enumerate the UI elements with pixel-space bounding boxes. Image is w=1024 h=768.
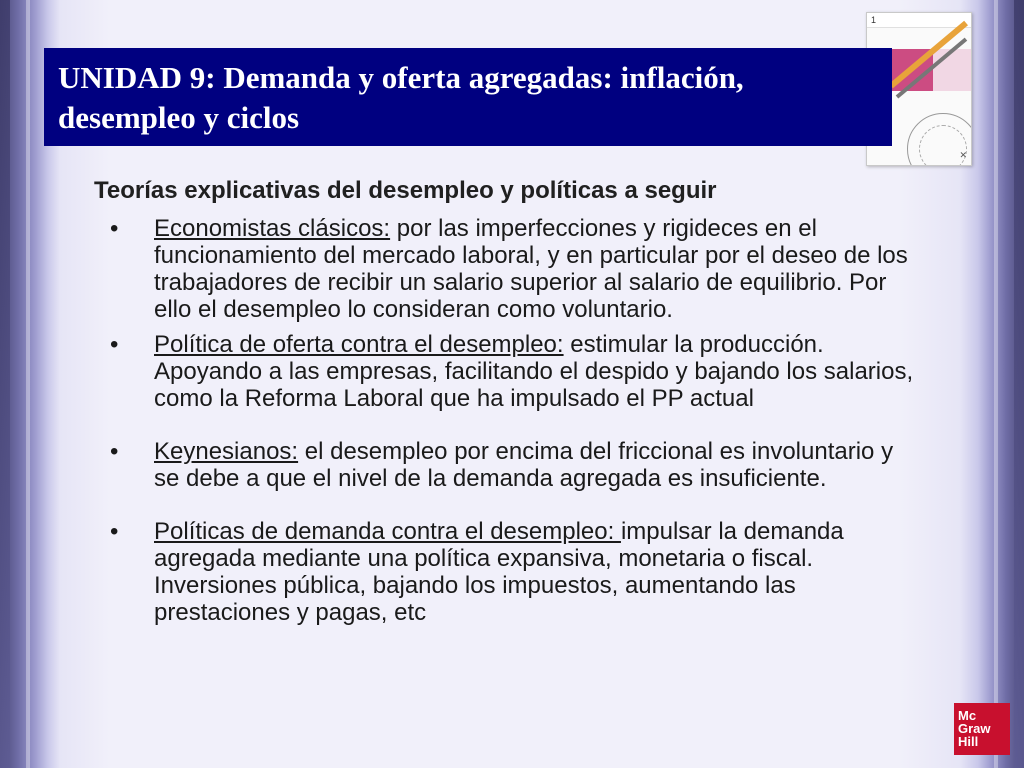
- bullet-item: [104, 438, 924, 492]
- left-border-stripe: [0, 0, 10, 768]
- bullet-term: Keynesianos:: [154, 438, 299, 465]
- bullet-text: el desempleo por encima del friccional es involuntario y se debe a que el nivel de la demanda agregada es insuficiente.: [154, 438, 894, 492]
- cover-color-band-light: [933, 49, 971, 91]
- bullet-item: [104, 331, 924, 412]
- mcgraw-hill-logo: [954, 703, 1010, 755]
- slide-title: UNIDAD 9: Demanda y oferta agregadas: inflación, desempleo y ciclos: [58, 60, 744, 135]
- bullet-marker: •: [110, 331, 119, 358]
- bullet-term: Economistas clásicos:: [154, 215, 391, 242]
- bullet-item: [104, 215, 924, 323]
- bullet-list: [104, 215, 924, 626]
- logo-line: Mc: [958, 708, 977, 723]
- right-highlight-stripe: [994, 0, 998, 768]
- logo-line: Graw: [958, 721, 991, 736]
- cover-top-band: [867, 13, 971, 28]
- left-highlight-stripe: [26, 0, 30, 768]
- bullet-marker: •: [110, 215, 119, 242]
- bullet-marker: •: [110, 438, 119, 465]
- slide-subtitle: Teorías explicativas del desempleo y políticas a seguir: [94, 177, 717, 204]
- cover-chapter-number: 1: [871, 15, 877, 25]
- bullet-term: Políticas de demanda contra el desempleo:: [154, 518, 621, 545]
- cover-corner-mark: ✕: [959, 150, 967, 160]
- right-border-stripe: [1014, 0, 1024, 768]
- bullet-text: por las imperfecciones y rigideces en el funcionamiento del mercado laboral, y en particular por el deseo de los trabajadores de recibir un salario superior al salario de equilibrio. Por ello el desempleo lo consideran como voluntario.: [154, 215, 908, 323]
- bullet-marker: •: [110, 518, 119, 545]
- bullet-item: [104, 518, 924, 626]
- bullet-text: estimular la producción. Apoyando a las empresas, facilitando el despido y bajando los salarios, como la Reforma Laboral que ha impulsado el PP actual: [154, 331, 914, 412]
- bullet-term: Política de oferta contra el desempleo:: [154, 331, 564, 358]
- bullet-text: impulsar la demanda agregada mediante una política expansiva, monetaria o fiscal. Inversiones pública, bajando los impuestos, aumentando las prestaciones y pagas, etc: [154, 518, 844, 626]
- logo-line: Hill: [958, 734, 979, 749]
- title-bar: [44, 48, 892, 146]
